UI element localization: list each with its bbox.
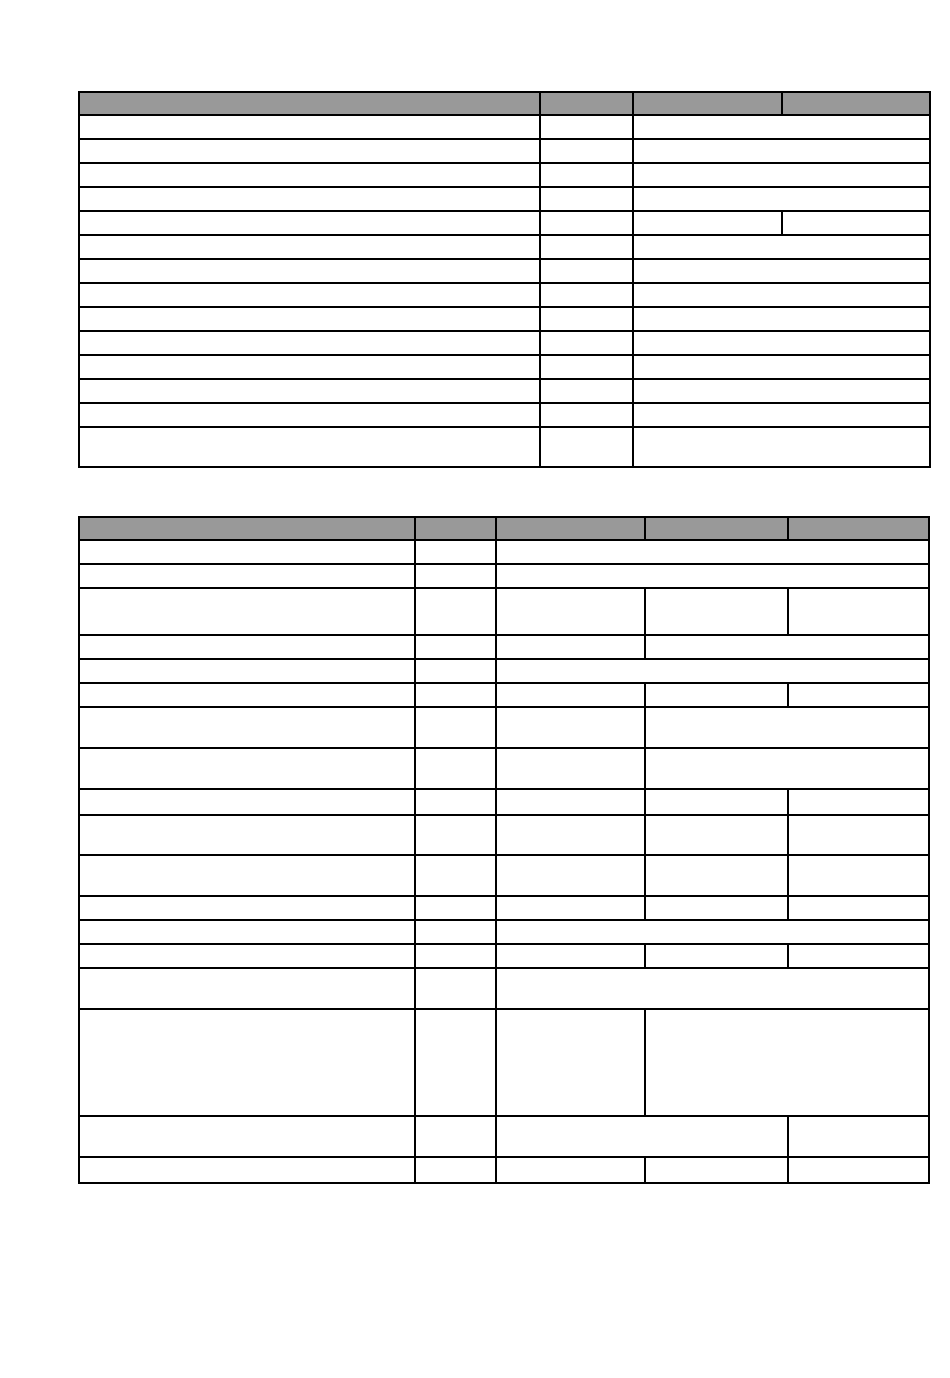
table-cell (415, 588, 496, 635)
table-cell (415, 896, 496, 920)
table-cell (415, 683, 496, 707)
table-cell (79, 139, 540, 163)
table-cell (415, 564, 496, 588)
table-row (79, 235, 930, 259)
table-cell (633, 139, 930, 163)
table-cell (540, 427, 633, 467)
table-cell (496, 748, 645, 789)
table-row (79, 259, 930, 283)
table-row (79, 1157, 929, 1183)
table-cell (79, 588, 415, 635)
table-cell (645, 748, 929, 789)
table-cell (496, 635, 645, 659)
table-row (79, 683, 929, 707)
table-row (79, 855, 929, 896)
table-cell (79, 564, 415, 588)
table-cell (645, 944, 788, 968)
table-cell (645, 635, 929, 659)
table-cell (633, 187, 930, 211)
header-cell (782, 92, 930, 115)
table-cell (79, 403, 540, 427)
table-cell (540, 235, 633, 259)
spec-table-1 (78, 91, 931, 468)
header-cell (415, 517, 496, 540)
table-cell (79, 944, 415, 968)
table-cell (79, 1157, 415, 1183)
table-cell (633, 379, 930, 403)
table-cell (788, 588, 929, 635)
table-cell (79, 307, 540, 331)
table-cell (540, 139, 633, 163)
table-cell (79, 968, 415, 1009)
table-cell (496, 540, 929, 564)
table-cell (79, 187, 540, 211)
table-cell (415, 540, 496, 564)
table-cell (79, 1009, 415, 1116)
table-cell (788, 944, 929, 968)
table-cell (496, 659, 929, 683)
table-cell (540, 115, 633, 139)
table-cell (79, 683, 415, 707)
table-cell (496, 789, 645, 815)
table-cell (415, 1009, 496, 1116)
table-row (79, 588, 929, 635)
table-cell (788, 896, 929, 920)
table-row (79, 355, 930, 379)
table-cell (496, 815, 645, 855)
header-cell (496, 517, 645, 540)
table-row (79, 659, 929, 683)
table-cell (415, 748, 496, 789)
table-row (79, 564, 929, 588)
table-cell (79, 540, 415, 564)
header-cell (633, 92, 782, 115)
header-cell (79, 92, 540, 115)
table-cell (788, 789, 929, 815)
table-header-row (79, 517, 929, 540)
table-cell (79, 427, 540, 467)
table-cell (645, 588, 788, 635)
header-cell (540, 92, 633, 115)
table-cell (633, 283, 930, 307)
table-cell (633, 331, 930, 355)
table-cell (79, 163, 540, 187)
table-cell (645, 707, 929, 748)
table-cell (415, 659, 496, 683)
table-cell (645, 683, 788, 707)
header-cell (788, 517, 929, 540)
table-cell (540, 307, 633, 331)
table-cell (496, 1009, 645, 1116)
table-cell (645, 896, 788, 920)
table-row (79, 115, 930, 139)
table-cell (79, 1116, 415, 1157)
table-cell (79, 635, 415, 659)
table-cell (415, 815, 496, 855)
table-cell (540, 211, 633, 235)
table-row (79, 707, 929, 748)
table-cell (79, 235, 540, 259)
table-cell (79, 789, 415, 815)
table-row (79, 540, 929, 564)
table-cell (645, 1157, 788, 1183)
table-cell (633, 355, 930, 379)
table-cell (415, 789, 496, 815)
table-row (79, 748, 929, 789)
table-row (79, 283, 930, 307)
table-cell (788, 683, 929, 707)
table-cell (496, 944, 645, 968)
table-cell (645, 789, 788, 815)
table-cell (633, 259, 930, 283)
table-row (79, 379, 930, 403)
table-cell (496, 707, 645, 748)
table-cell (645, 1009, 929, 1116)
table-row (79, 163, 930, 187)
table-cell (415, 635, 496, 659)
table-row (79, 635, 929, 659)
table-cell (645, 815, 788, 855)
table-cell (79, 211, 540, 235)
table-cell (415, 855, 496, 896)
table-header-row (79, 92, 930, 115)
table-row (79, 211, 930, 235)
table-cell (540, 355, 633, 379)
table-cell (540, 283, 633, 307)
table-row (79, 920, 929, 944)
table-cell (645, 855, 788, 896)
table-cell (415, 1157, 496, 1183)
table-row (79, 331, 930, 355)
table-cell (415, 1116, 496, 1157)
table-cell (79, 815, 415, 855)
header-cell (645, 517, 788, 540)
table-cell (496, 683, 645, 707)
table-cell (79, 355, 540, 379)
table-cell (79, 896, 415, 920)
table-cell (633, 427, 930, 467)
table-cell (496, 896, 645, 920)
spec-table-2 (78, 516, 930, 1184)
table-cell (540, 187, 633, 211)
table-row (79, 968, 929, 1009)
table-cell (788, 855, 929, 896)
table-row (79, 403, 930, 427)
table-row (79, 187, 930, 211)
table-row (79, 307, 930, 331)
table-cell (540, 331, 633, 355)
table-cell (79, 379, 540, 403)
table-cell (79, 748, 415, 789)
table-cell (782, 211, 930, 235)
table-row (79, 1116, 929, 1157)
table-cell (633, 307, 930, 331)
table-row (79, 789, 929, 815)
table-row (79, 427, 930, 467)
table-cell (633, 235, 930, 259)
table-cell (788, 815, 929, 855)
table-cell (79, 659, 415, 683)
table-row (79, 139, 930, 163)
table-cell (496, 855, 645, 896)
table-cell (540, 163, 633, 187)
table-cell (415, 920, 496, 944)
table-cell (79, 283, 540, 307)
table-row (79, 944, 929, 968)
table-cell (415, 968, 496, 1009)
table-cell (415, 944, 496, 968)
table-cell (540, 259, 633, 283)
table-cell (496, 1116, 788, 1157)
table-cell (540, 379, 633, 403)
table-cell (540, 403, 633, 427)
table-cell (496, 588, 645, 635)
table-cell (633, 211, 782, 235)
header-cell (79, 517, 415, 540)
table-cell (79, 115, 540, 139)
table-cell (633, 403, 930, 427)
table-cell (496, 564, 929, 588)
table-cell (788, 1157, 929, 1183)
table-cell (79, 707, 415, 748)
table-cell (496, 920, 929, 944)
table-cell (79, 855, 415, 896)
table-row (79, 815, 929, 855)
table-cell (633, 115, 930, 139)
table-cell (79, 920, 415, 944)
table-cell (79, 331, 540, 355)
table-row (79, 896, 929, 920)
table-row (79, 1009, 929, 1116)
table-cell (496, 968, 929, 1009)
table-cell (79, 259, 540, 283)
table-cell (496, 1157, 645, 1183)
table-cell (788, 1116, 929, 1157)
table-cell (415, 707, 496, 748)
table-cell (633, 163, 930, 187)
